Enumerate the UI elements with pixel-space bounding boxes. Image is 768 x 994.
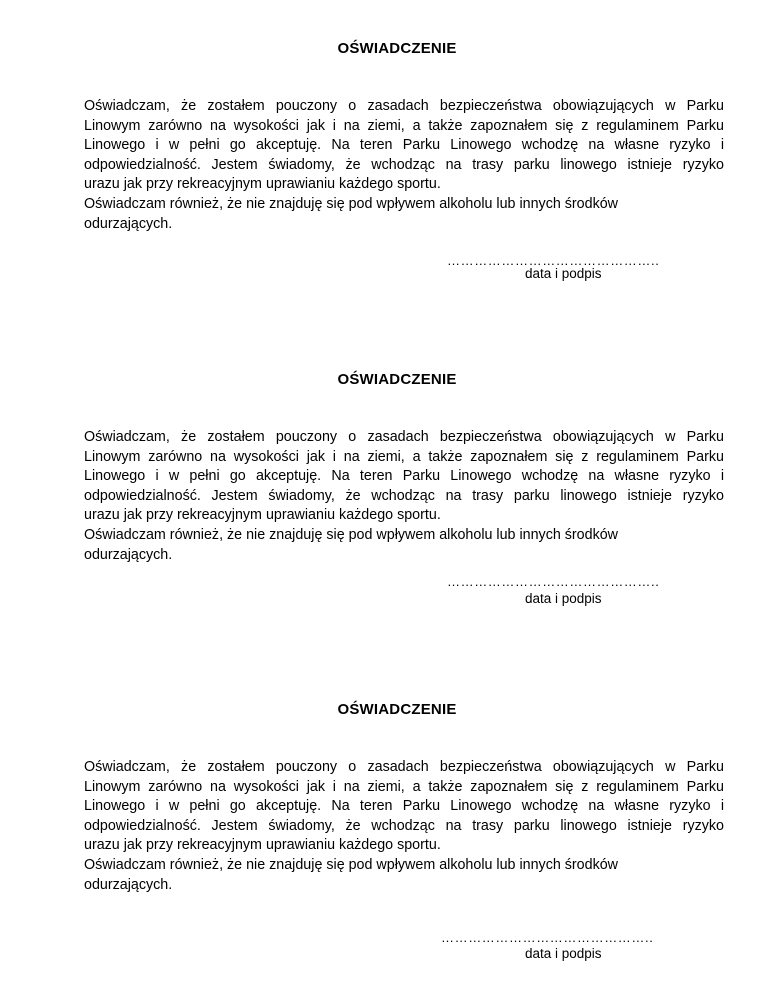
declaration-text (84, 758, 724, 895)
text-line: odpowiedzialność. Jestem świadomy, że wchodząc na trasy parku linowego istnieje ryzyko (84, 487, 724, 504)
text-line: odurzających. (84, 215, 173, 232)
text-line: Linowego i w pełni go akceptuję. Na teren Parku Linowego wchodzę na własne ryzyko i (84, 137, 724, 154)
signature-line: ……………………………………….. (441, 930, 654, 945)
text-line: Oświadczam, że zostałem pouczony o zasadach bezpieczeństwa obowiązujących w Parku (84, 429, 724, 445)
text-line: Oświadczam, że zostałem pouczony o zasadach bezpieczeństwa obowiązujących w Parku (84, 98, 724, 114)
declaration-title: OŚWIADCZENIE (337, 701, 457, 718)
declaration-title: OŚWIADCZENIE (337, 371, 457, 388)
text-line: Oświadczam, że zostałem pouczony o zasadach bezpieczeństwa obowiązujących w Parku (84, 759, 724, 775)
text-line: urazu jak przy rekreacyjnym uprawianiu każdego sportu. (84, 837, 441, 854)
text-line: Oświadczam również, że nie znajduję się pod wpływem alkoholu lub innych środków (84, 195, 619, 212)
text-line: odpowiedzialność. Jestem świadomy, że wchodząc na trasy parku linowego istnieje ryzyko (84, 156, 724, 173)
signature-line: ……………………………………….. (447, 574, 660, 589)
text-line: Linowego i w pełni go akceptuję. Na teren Parku Linowego wchodzę na własne ryzyko i (84, 468, 724, 485)
text-line: Linowym zarówno na wysokości jak i na ziemi, a także zapoznałem się z regulaminem Parku (84, 117, 724, 134)
text-line: urazu jak przy rekreacyjnym uprawianiu każdego sportu. (84, 507, 441, 524)
text-line: Oświadczam również, że nie znajduję się pod wpływem alkoholu lub innych środków (84, 526, 619, 543)
signature-caption: data i podpis (525, 946, 602, 961)
text-line: Linowego i w pełni go akceptuję. Na teren Parku Linowego wchodzę na własne ryzyko i (84, 798, 724, 815)
signature-line: ……………………………………….. (447, 253, 660, 268)
text-line: Linowym zarówno na wysokości jak i na ziemi, a także zapoznałem się z regulaminem Parku (84, 778, 724, 795)
declaration-title: OŚWIADCZENIE (337, 40, 457, 57)
signature-caption: data i podpis (525, 591, 602, 606)
text-line: odurzających. (84, 546, 173, 563)
signature-caption: data i podpis (525, 266, 602, 281)
declaration-text (84, 428, 724, 565)
text-line: odurzających. (84, 876, 173, 893)
text-line: urazu jak przy rekreacyjnym uprawianiu każdego sportu. (84, 176, 441, 193)
text-line: Oświadczam również, że nie znajduję się pod wpływem alkoholu lub innych środków (84, 856, 619, 873)
text-line: odpowiedzialność. Jestem świadomy, że wchodząc na trasy parku linowego istnieje ryzyko (84, 817, 724, 834)
text-line: Linowym zarówno na wysokości jak i na ziemi, a także zapoznałem się z regulaminem Parku (84, 448, 724, 465)
